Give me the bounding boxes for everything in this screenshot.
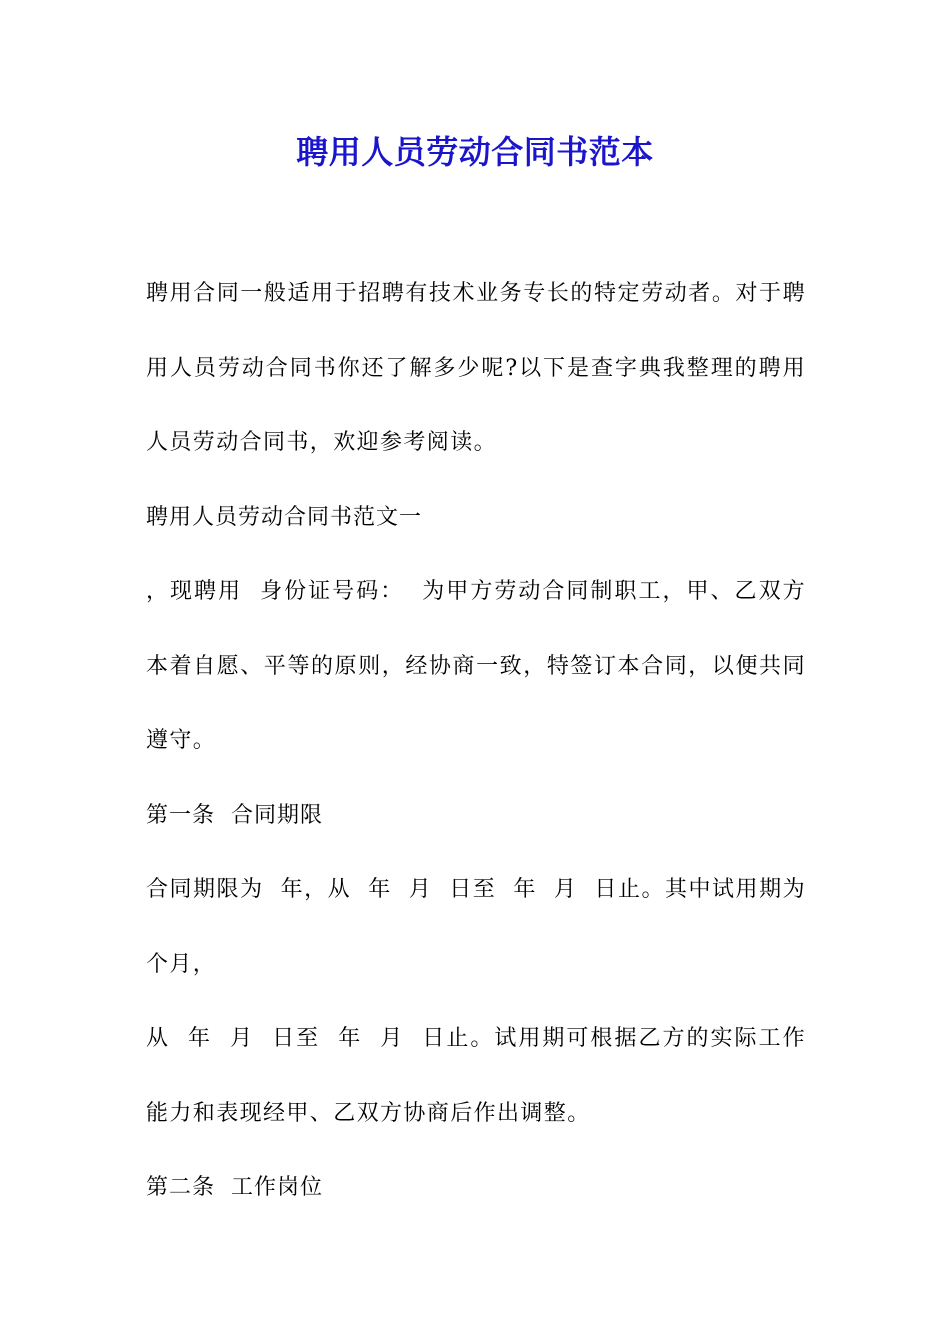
article-one-heading: 第一条 合同期限: [146, 802, 323, 828]
contract-term-paragraph: 合同期限为 年，从 年 月 日至 年 月 日止。其中试用期为个月，: [146, 877, 806, 977]
document-body: [146, 257, 806, 1226]
section-heading-sample-one: 聘用人员劳动合同书范文一: [146, 504, 423, 530]
intro-paragraph: 聘用合同一般适用于招聘有技术业务专长的特定劳动者。对于聘用人员劳动合同书你还了解多少呢?以下是查字典我整理的聘用人员劳动合同书，欢迎参考阅读。: [146, 281, 806, 455]
document-title: 聘用人员劳动合同书范本: [296, 133, 654, 171]
contract-preamble-paragraph: ，现聘用 身份证号码： 为甲方劳动合同制职工，甲、乙双方本着自愿、平等的原则，经协商一致，特签订本合同，以便共同遵守。: [146, 579, 806, 753]
article-two-heading: 第二条 工作岗位: [146, 1175, 323, 1200]
probation-paragraph: 从 年 月 日至 年 月 日止。试用期可根据乙方的实际工作能力和表现经甲、乙双方协商后作出调整。: [146, 1026, 806, 1126]
